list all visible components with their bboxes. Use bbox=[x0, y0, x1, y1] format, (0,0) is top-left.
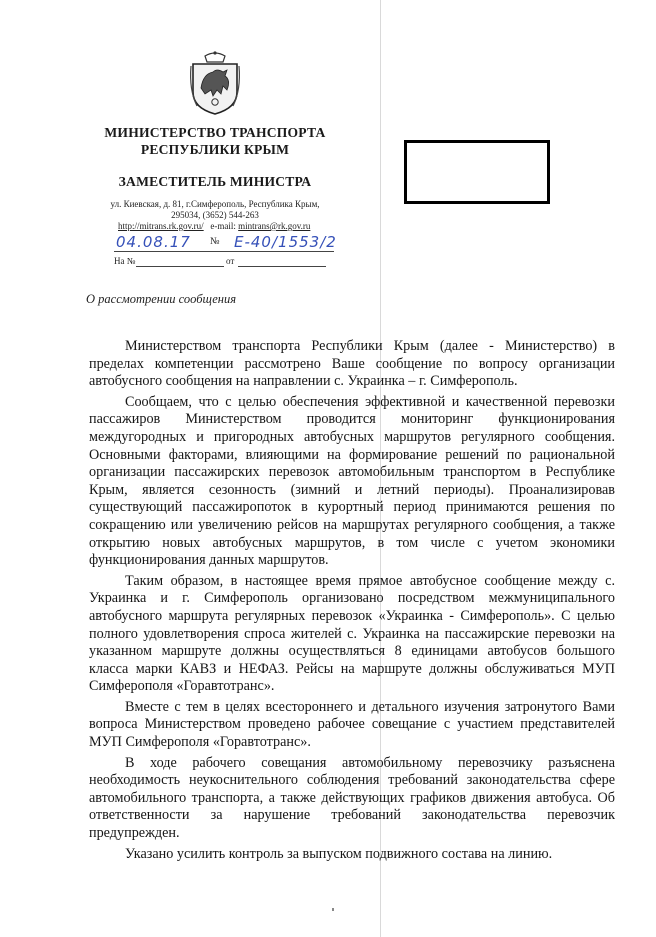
ref-number-blank bbox=[136, 266, 224, 267]
page-speck bbox=[332, 908, 334, 911]
redacted-recipient-box bbox=[404, 140, 550, 204]
email-label: e-mail: bbox=[210, 221, 236, 231]
registration-line bbox=[114, 233, 337, 255]
ref-label: На № bbox=[114, 256, 136, 266]
crimea-coat-of-arms-icon bbox=[187, 50, 243, 116]
org-name-line1: МИНИСТЕРСТВО ТРАНСПОРТА bbox=[104, 125, 326, 140]
body-paragraph: Вместе с тем в целях всестороннего и детального изучения затронутого Вами вопроса Министерством проведено рабочее совещание с участием представителей МУП Симферополя «Горавтотранс». bbox=[89, 698, 615, 751]
ref-from-label: от bbox=[226, 256, 235, 266]
body-paragraph: Таким образом, в настоящее время прямое автобусное сообщение между с. Украинка и г. Симферополь организовано посредством межмуниципального автобусного маршрута регулярных перевозок «Украинка - Симферополь». С целью полного удовлетворения спроса жителей с. Украинка на пассажирские перевозки на указанном маршруте должны осуществляться 8 единицами автобусов большого класса марки КАВЗ и НЕФАЗ. Рейсы на маршруте должны обслуживаться МУП Симферополя «Горавтотранс». bbox=[89, 572, 615, 695]
address-line1: ул. Киевская, д. 81, г.Симферополь, Республика Крым, bbox=[110, 199, 320, 209]
website-link[interactable]: http://mitrans.rk.gov.ru/ bbox=[118, 221, 204, 231]
body-paragraph: Указано усилить контроль за выпуском подвижного состава на линию. bbox=[125, 845, 553, 862]
address-line2: 295034, (3652) 544-263 bbox=[171, 210, 259, 220]
body-paragraph: Министерством транспорта Республики Крым (далее - Министерство) в пределах компетенции рассмотрено Ваше сообщение по вопросу организации автобусного сообщения на направлении с. Украинка – г. Симферополь. bbox=[89, 338, 615, 390]
org-name-line2: РЕСПУБЛИКИ КРЫМ bbox=[140, 142, 290, 157]
reference-line bbox=[114, 256, 326, 270]
contacts-line bbox=[118, 221, 328, 232]
letter-body bbox=[89, 338, 615, 866]
registration-number: Е-40/1553/2 bbox=[234, 233, 337, 251]
body-paragraph: В ходе рабочего совещания автомобильному перевозчику разъяснена необходимость неукоснительного соблюдения требований законодательства сфере автомобильного транспорта, а также действующих графиков движения автобуса. Об ответственности за нарушение требований законодательства перевозчик предупрежден. bbox=[89, 754, 615, 842]
signatory-title: ЗАМЕСТИТЕЛЬ МИНИСТРА bbox=[118, 174, 312, 189]
registration-underline bbox=[114, 251, 334, 252]
number-label: № bbox=[210, 236, 220, 247]
ref-date-blank bbox=[238, 266, 326, 267]
registration-date: 04.08.17 bbox=[116, 233, 191, 251]
letter-subject: О рассмотрении сообщения bbox=[86, 292, 237, 306]
body-paragraph: Сообщаем, что с целью обеспечения эффективной и качественной перевозки пассажиров Министерством проводится мониторинг функционирования междугородных и пригородных автобусных маршрутов регулярного сообщения. Основными факторами, влияющими на формирование решений по рациональной организации пассажирских перевозок автомобильным транспортом в Республике Крым, является сезонность (зимний и летний периоды). Проанализировав существующий пассажиропоток в курортный период принимаются решения по сокращению или увеличению рейсов на маршрутах регулярного сообщения, а также открытию новых автобусных маршрутов, в том числе с учетом экономики функционирования данных маршрутов. bbox=[89, 393, 615, 569]
email-link[interactable]: mintrans@rk.gov.ru bbox=[238, 221, 311, 231]
